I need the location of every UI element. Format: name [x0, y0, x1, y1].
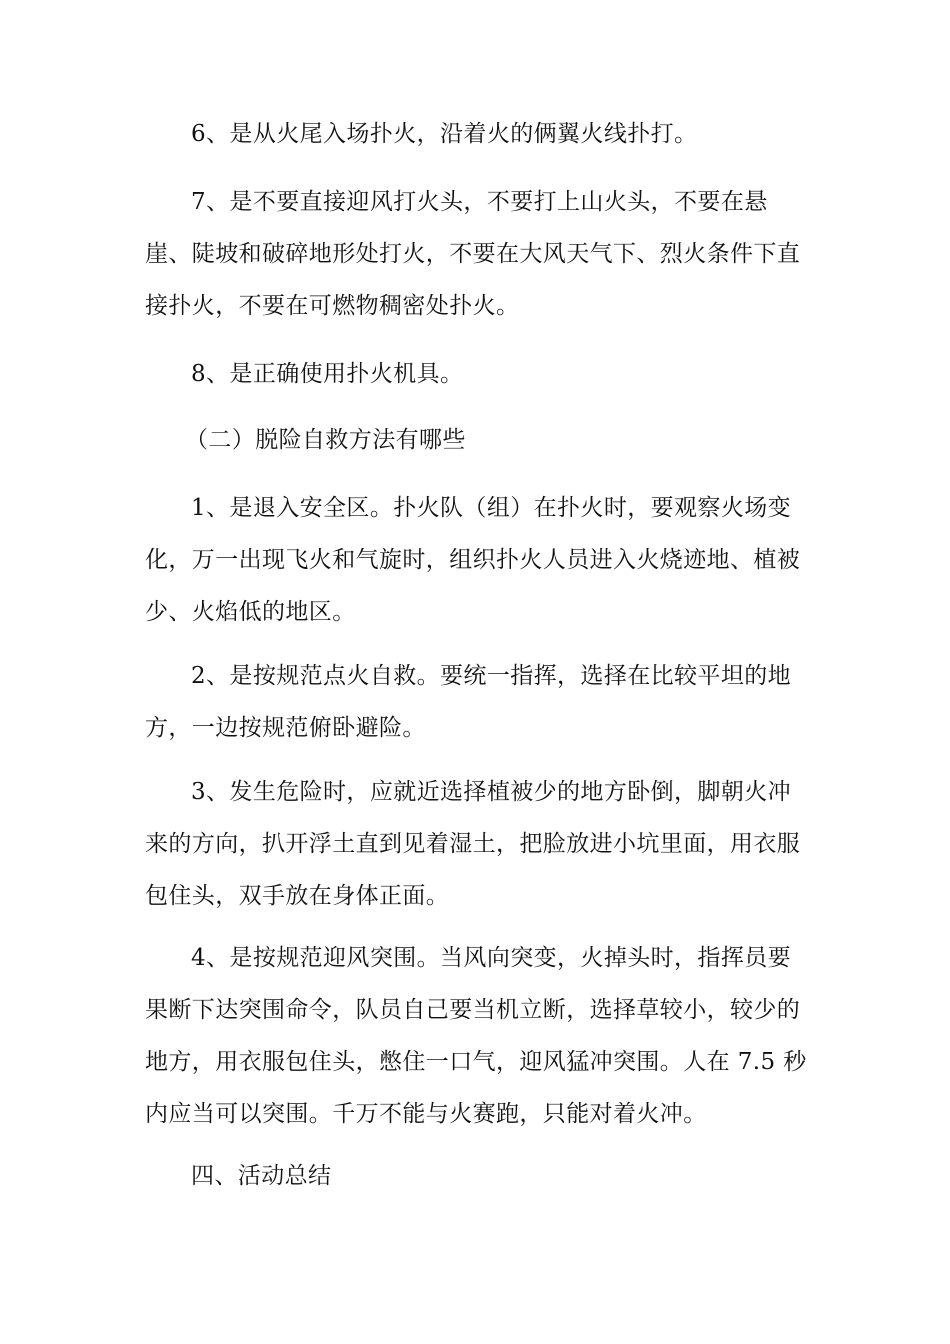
section-heading: 四、活动总结 [191, 1163, 332, 1189]
paragraph-item-4: 4、是按规范迎风突围。当风向突变，火掉头时，指挥员要果断下达突围命令，队员自己要当机立断，选择草较小，较少的地方，用衣服包住头，憋住一口气，迎风猛冲突围。人在 7.5 秒内应当可以突围。千万不能与火赛跑，只能对着火冲。 [145, 945, 807, 1127]
paragraph-item-7: 7、是不要直接迎风打火头，不要打上山火头，不要在悬崖、陡坡和破碎地形处打火，不要在大风天气下、烈火条件下直接扑火，不要在可燃物稠密处扑火。 [145, 189, 801, 319]
paragraph-item-8: 8、是正确使用扑火机具。 [191, 361, 464, 387]
paragraph-item-2: 2、是按规范点火自救。要统一指挥，选择在比较平坦的地方，一边按规范俯卧避险。 [145, 663, 792, 741]
subsection-heading: （二）脱险自救方法有哪些 [185, 427, 466, 453]
paragraph-item-3: 3、发生危险时，应就近选择植被少的地方卧倒，脚朝火冲来的方向，扒开浮土直到见着湿土，把脸放进小坑里面，用衣服包住头，双手放在身体正面。 [145, 779, 801, 909]
paragraph-item-1: 1、是退入安全区。扑火队（组）在扑火时，要观察火场变化，万一出现飞火和气旋时，组织扑火人员进入火烧迹地、植被少、火焰低的地区。 [145, 495, 801, 625]
paragraph-item-6: 6、是从火尾入场扑火，沿着火的俩翼火线扑打。 [191, 121, 698, 147]
